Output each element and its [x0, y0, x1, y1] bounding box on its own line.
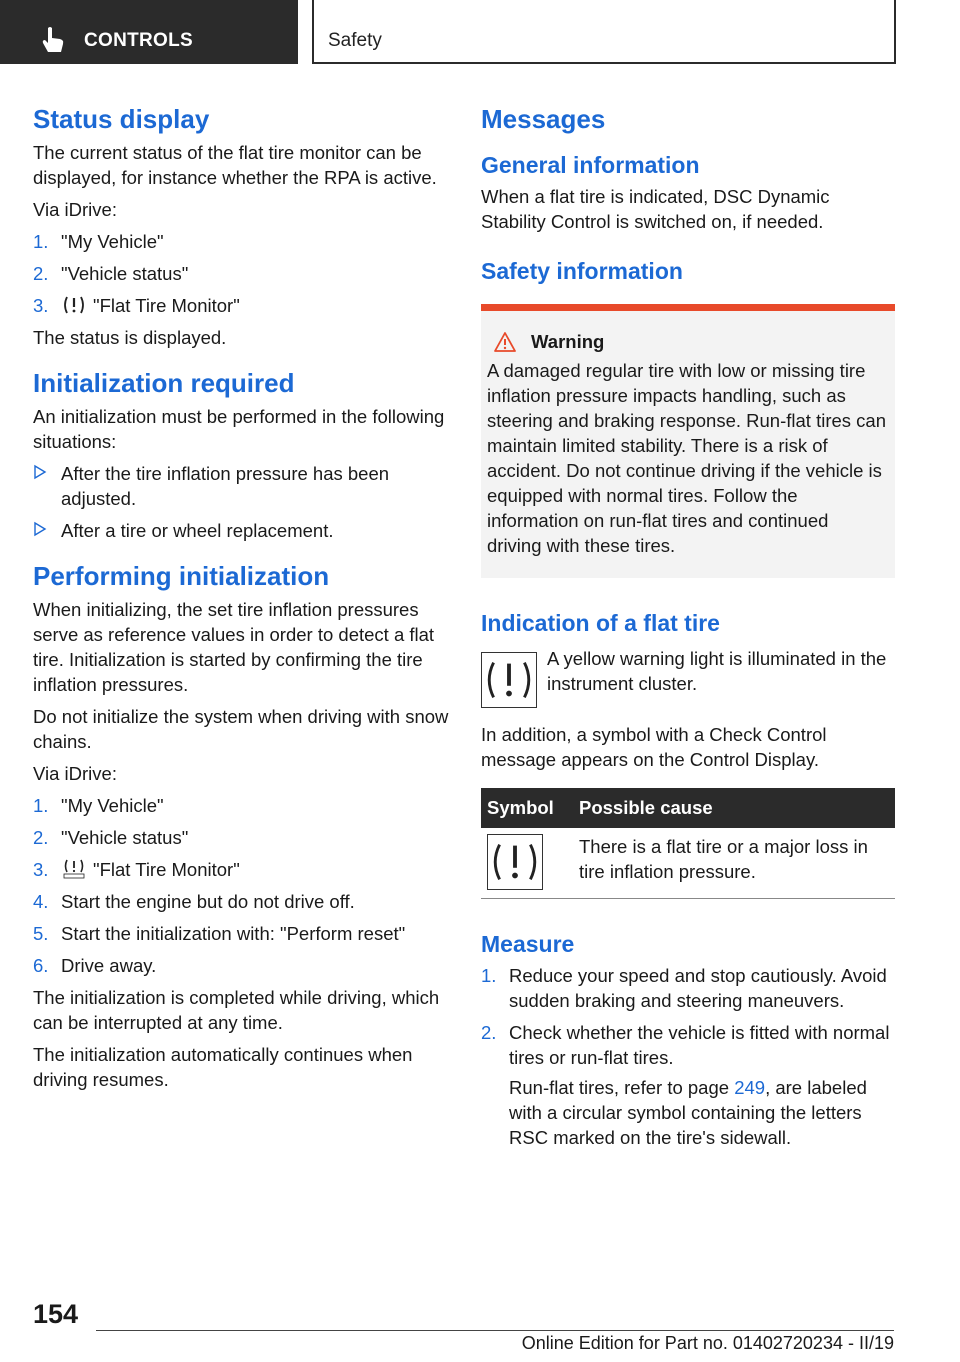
- list-item: 3. "Flat Tire Monitor": [33, 859, 240, 880]
- page-number: 154: [33, 1299, 79, 1329]
- list-item: 5. Start the initialization with: "Perform reset": [33, 923, 406, 944]
- warning-title: Warning: [487, 329, 887, 354]
- measure-steps: [481, 963, 895, 1070]
- init-required-intro: An initialization must be performed in the following situations:: [33, 406, 445, 452]
- init-required-heading: Initialization required: [33, 368, 295, 398]
- table-header-row: [481, 788, 895, 828]
- warning-rule: [481, 304, 895, 311]
- list-item: 1. Reduce your speed and stop cautiously. Avoid sudden braking and steering maneuvers.: [481, 965, 887, 1011]
- status-steps: [33, 229, 451, 318]
- symbol-cause-table: [481, 788, 895, 899]
- section-label: CONTROLS: [84, 30, 194, 51]
- list-item: 1. "My Vehicle": [33, 795, 164, 816]
- table-row: [481, 828, 895, 899]
- messages-heading: Messages: [481, 104, 606, 134]
- performing-init-heading: Performing initialization: [33, 561, 330, 591]
- header-chapter-tab: [312, 0, 896, 64]
- flat-tire-icon: [61, 295, 87, 315]
- performing-via-label: Via iDrive:: [33, 763, 117, 784]
- list-item: 6. Drive away.: [33, 955, 157, 976]
- symbol-cell: [481, 828, 573, 899]
- general-info-heading: General information: [481, 152, 700, 178]
- bullet-triangle-icon: [33, 521, 47, 537]
- flat-tire-symbol-icon: [487, 834, 543, 890]
- performing-para-3: The initialization is completed while driving, which can be interrupted at any time.: [33, 987, 440, 1033]
- init-required-bullets: [33, 461, 451, 543]
- right-column: [481, 102, 895, 1157]
- safety-info-heading: Safety information: [481, 258, 683, 284]
- status-result: The status is displayed.: [33, 327, 227, 348]
- page-reference-link[interactable]: 249: [734, 1077, 766, 1098]
- measure-subpara: Run-flat tires, refer to page 249, are labeled with a circular symbol containing the letters RSC marked on the tire's sidewall.: [509, 1077, 867, 1148]
- performing-steps: [33, 793, 451, 978]
- footer-edition-text: Online Edition for Part no. 01402720234 - II/19: [521, 1333, 894, 1353]
- warning-text: A damaged regular tire with low or missing tire inflation pressure impacts handling, such as steering and braking response. Run-flat tires can maintain limited stability. There is a risk of accident. Do not continue driving if the vehicle is equipped with normal tires. Follow the information on run-flat tires and continued driving with these tires.: [487, 360, 886, 556]
- indication-text: A yellow warning light is illuminated in the instrument cluster.: [547, 648, 887, 694]
- list-item: 2. "Vehicle status": [33, 827, 189, 848]
- warning-triangle-icon: [493, 331, 517, 353]
- header-section-tab: [0, 0, 298, 64]
- list-item: 4. Start the engine but do not drive off.: [33, 891, 355, 912]
- col-symbol-header: Symbol: [481, 788, 573, 828]
- measure-heading: Measure: [481, 931, 575, 957]
- general-info-text: When a flat tire is indicated, DSC Dynamic Stability Control is switched on, if needed.: [481, 186, 830, 232]
- flat-tire-warning-light-icon: [481, 652, 537, 708]
- chapter-title: Safety: [328, 30, 382, 51]
- col-cause-header: Possible cause: [573, 788, 895, 828]
- list-item: After a tire or wheel replacement.: [33, 518, 451, 543]
- list-item: 2. "Vehicle status": [33, 263, 189, 284]
- indication-block: [481, 646, 895, 708]
- cause-cell: There is a flat tire or a major loss in tire inflation pressure.: [573, 828, 895, 899]
- pointing-hand-icon: [40, 26, 66, 54]
- list-item: 3. "Flat Tire Monitor": [33, 295, 240, 316]
- performing-para-2: Do not initialize the system when driving with snow chains.: [33, 706, 449, 752]
- footer-divider: [96, 1330, 894, 1331]
- performing-para-4: The initialization automatically continues when driving resumes.: [33, 1044, 413, 1090]
- warning-box: [481, 311, 895, 578]
- bullet-triangle-icon: [33, 464, 47, 480]
- list-item: 2. Check whether the vehicle is fitted with normal tires or run-flat tires.: [481, 1022, 890, 1068]
- addition-text: In addition, a symbol with a Check Control message appears on the Control Display.: [481, 724, 827, 770]
- status-via-label: Via iDrive:: [33, 199, 117, 220]
- indication-heading: Indication of a flat tire: [481, 610, 720, 636]
- list-item: 1. "My Vehicle": [33, 231, 164, 252]
- flat-tire-reset-icon: [61, 859, 87, 879]
- status-display-heading: Status display: [33, 104, 210, 134]
- performing-para-1: When initializing, the set tire inflation pressures serve as reference values in order to detect a flat tire. Initialization is started by confirming the tire inflation pressures.: [33, 599, 435, 695]
- left-column: [33, 102, 451, 1099]
- status-display-intro: The current status of the flat tire monitor can be displayed, for instance whether the RPA is active.: [33, 142, 437, 188]
- list-item: After the tire inflation pressure has been adjusted.: [33, 461, 451, 511]
